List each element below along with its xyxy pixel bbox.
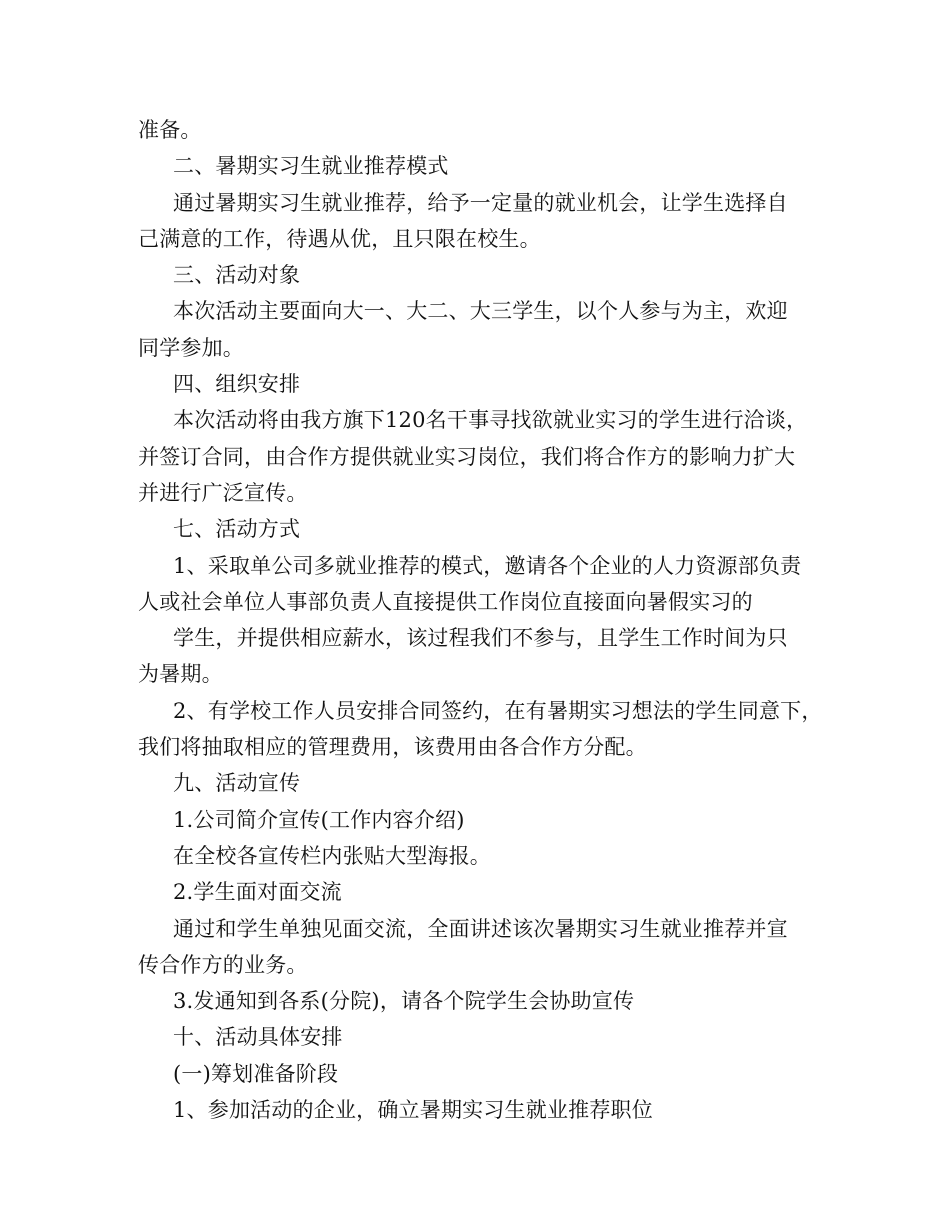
text-line: 我们将抽取相应的管理费用，该费用由各合作方分配。 xyxy=(138,735,647,760)
text-line: 并进行广泛宣传。 xyxy=(138,480,308,505)
section-heading: 三、活动对象 xyxy=(173,263,301,288)
subsection-heading: 2.学生面对面交流 xyxy=(173,880,342,905)
text-line: 2、有学校工作人员安排合同签约，在有暑期实习想法的学生同意下， xyxy=(173,698,823,723)
text-line: 为暑期。 xyxy=(138,662,223,687)
text-line: 通过和学生单独见面交流，全面讲述该次暑期实习生就业推荐并宣 xyxy=(173,916,788,941)
text-line: 准备。 xyxy=(138,118,202,142)
text-line: 1、参加活动的企业，确立暑期实习生就业推荐职位 xyxy=(173,1098,653,1123)
section-heading: 七、活动方式 xyxy=(173,517,301,542)
section-heading: 四、组织安排 xyxy=(173,372,301,397)
subsection-heading: 3.发通知到各系(分院)，请各个院学生会协助宣传 xyxy=(173,989,635,1014)
text-line: 本次活动主要面向大一、大二、大三学生，以个人参与为主，欢迎 xyxy=(173,299,788,324)
text-line: 人或社会单位人事部负责人直接提供工作岗位直接面向暑假实习的 xyxy=(138,589,753,614)
text-line: 本次活动将由我方旗下120名干事寻找欲就业实习的学生进行洽谈， xyxy=(173,408,808,433)
text-line: 传合作方的业务。 xyxy=(138,952,308,977)
section-heading: 二、暑期实习生就业推荐模式 xyxy=(173,154,449,179)
text-line: 己满意的工作，待遇从优，且只限在校生。 xyxy=(138,226,541,251)
text-line: 1、采取单公司多就业推荐的模式，邀请各个企业的人力资源部负责 xyxy=(173,553,802,578)
section-heading: 九、活动宣传 xyxy=(173,771,301,796)
text-line: 同学参加。 xyxy=(138,335,244,360)
text-line: 在全校各宣传栏内张贴大型海报。 xyxy=(173,843,491,868)
text-line: 学生，并提供相应薪水，该过程我们不参与，且学生工作时间为只 xyxy=(173,626,788,651)
section-heading: 十、活动具体安排 xyxy=(173,1025,343,1050)
subsection-heading: 1.公司简介宣传(工作内容介绍) xyxy=(173,807,465,832)
subsection-heading: (一)筹划准备阶段 xyxy=(173,1061,339,1086)
text-line: 通过暑期实习生就业推荐，给予一定量的就业机会，让学生选择自 xyxy=(173,190,788,215)
document-body xyxy=(138,112,823,1128)
text-line: 并签订合同，由合作方提供就业实习岗位，我们将合作方的影响力扩大 xyxy=(138,444,796,469)
